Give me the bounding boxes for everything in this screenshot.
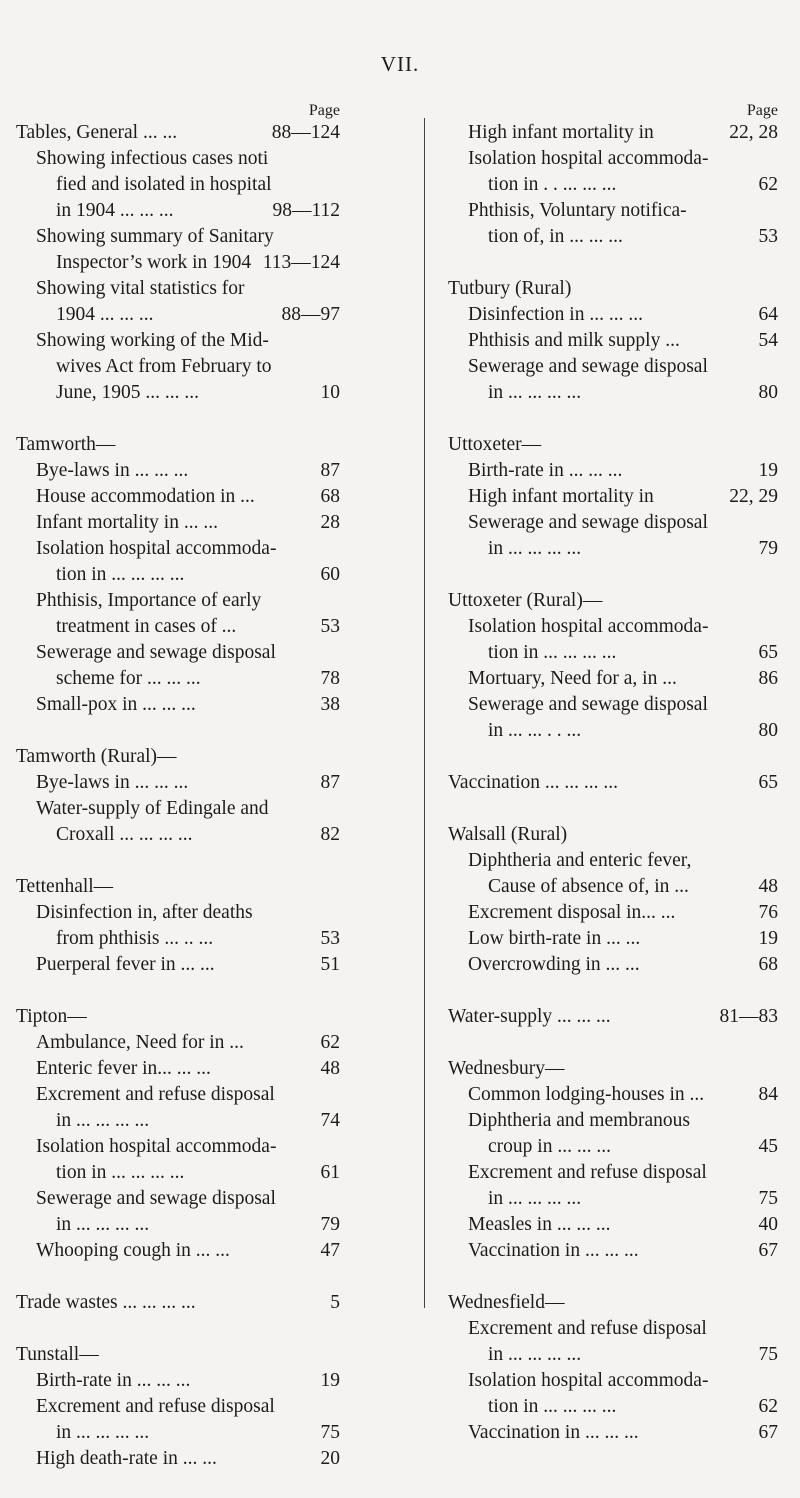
entry-page-number: 75	[755, 1186, 779, 1212]
entry-text: in ... ... ... ...	[56, 1110, 150, 1131]
column-divider	[424, 118, 425, 1308]
entry-text: tion of, in ... ... ...	[488, 226, 623, 247]
entry-page-number: 78	[317, 666, 341, 692]
entry-text-line: Excrement and refuse disposal	[468, 1162, 707, 1183]
page-column-heading: Page	[746, 102, 778, 119]
entry-text: Phthisis and milk supply ...	[468, 330, 680, 351]
entry-page-number: 62	[755, 1394, 779, 1420]
entry-page-number: 53	[755, 224, 779, 250]
index-entry	[448, 1004, 778, 1030]
entry-page-number: 62	[755, 172, 779, 198]
entry-text: treatment in cases of ...	[56, 616, 237, 637]
entry-page-number: 19	[755, 458, 779, 484]
index-entry	[16, 822, 340, 848]
entry-text: Enteric fever in... ... ...	[36, 1058, 211, 1079]
entry-page-number: 88—124	[268, 120, 340, 146]
index-entry	[16, 120, 340, 146]
entry-text-line: Isolation hospital accommoda-	[36, 538, 277, 559]
entry-page-number: 20	[317, 1446, 341, 1472]
entry-text: Puerperal fever in ... ...	[36, 954, 215, 975]
index-section	[448, 1290, 778, 1446]
entry-page-number: 68	[755, 952, 779, 978]
entry-text: tion in ... ... ... ...	[488, 1396, 617, 1417]
entry-page-number: 28	[317, 510, 341, 536]
index-section	[16, 120, 340, 406]
entry-text-line: Phthisis, Importance of early	[36, 590, 262, 611]
index-heading: Walsall (Rural)	[448, 824, 568, 845]
entry-text: Cause of absence of, in ...	[488, 876, 689, 897]
entry-page-number: 53	[317, 614, 341, 640]
entry-page-number: 74	[317, 1108, 341, 1134]
entry-page-number: 19	[317, 1368, 341, 1394]
entry-page-number: 76	[755, 900, 779, 926]
index-entry	[448, 640, 778, 666]
index-section	[16, 744, 340, 848]
index-entry	[16, 510, 340, 536]
entry-page-number: 51	[317, 952, 341, 978]
entry-text: Infant mortality in ... ...	[36, 512, 218, 533]
index-entry	[16, 1212, 340, 1238]
entry-text-line: fied and isolated in hospital	[56, 174, 272, 195]
entry-page-number: 65	[755, 770, 779, 796]
entry-text-line: Isolation hospital accommoda-	[468, 148, 709, 169]
entry-page-number: 62	[317, 1030, 341, 1056]
entry-text: Bye-laws in ... ... ...	[36, 460, 189, 481]
index-entry	[448, 1238, 778, 1264]
index-entry	[16, 302, 340, 328]
page-column-heading: Page	[308, 102, 340, 119]
index-entry	[448, 172, 778, 198]
entry-text: scheme for ... ... ...	[56, 668, 201, 689]
entry-text: tion in ... ... ... ...	[56, 1162, 185, 1183]
index-entry	[448, 1082, 778, 1108]
index-entry	[16, 1420, 340, 1446]
entry-page-number: 87	[317, 770, 341, 796]
entry-text-line: Sewerage and sewage disposal	[468, 356, 708, 377]
index-sections	[16, 120, 340, 1472]
index-heading: Tutbury (Rural)	[448, 278, 572, 299]
index-entry	[16, 458, 340, 484]
entry-page-number: 87	[317, 458, 341, 484]
index-section	[448, 276, 778, 406]
entry-text-line: Excrement and refuse disposal	[36, 1084, 275, 1105]
index-section	[448, 1004, 778, 1030]
entry-text: June, 1905 ... ... ...	[56, 382, 199, 403]
entry-text-line: Sewerage and sewage disposal	[36, 1188, 276, 1209]
index-entry	[448, 770, 778, 796]
index-heading: Wednesfield—	[448, 1292, 565, 1313]
entry-page-number: 5	[326, 1290, 340, 1316]
entry-text: Trade wastes ... ... ... ...	[16, 1292, 196, 1313]
entry-page-number: 64	[755, 302, 779, 328]
entry-text: in ... ... ... ...	[56, 1214, 150, 1235]
entry-text: tion in . . ... ... ...	[488, 174, 617, 195]
entry-page-number: 75	[317, 1420, 341, 1446]
entry-text: Measles in ... ... ...	[468, 1214, 611, 1235]
entry-text: in ... ... ... ...	[56, 1422, 150, 1443]
entry-text-line: Showing summary of Sanitary	[36, 226, 274, 247]
entry-text: Vaccination ... ... ... ...	[448, 772, 619, 793]
index-column-left	[16, 102, 340, 1498]
entry-text: in ... ... . . ...	[488, 720, 582, 741]
entry-page-number: 86	[755, 666, 779, 692]
entry-text-line: wives Act from February to	[56, 356, 272, 377]
entry-text-line: Excrement and refuse disposal	[36, 1396, 275, 1417]
entry-text: High infant mortality in	[468, 122, 654, 143]
index-entry	[448, 666, 778, 692]
entry-text-line: Isolation hospital accommoda-	[468, 616, 709, 637]
entry-page-number: 113—124	[259, 250, 340, 276]
entry-text-line: Showing working of the Mid-	[36, 330, 269, 351]
page-number: VII.	[380, 52, 420, 76]
index-entry	[448, 224, 778, 250]
entry-text: Water-supply ... ... ...	[448, 1006, 611, 1027]
index-entry	[16, 1238, 340, 1264]
entry-text-line: Diphtheria and membranous	[468, 1110, 691, 1131]
index-entry	[16, 380, 340, 406]
entry-text: in ... ... ... ...	[488, 1188, 582, 1209]
entry-text: Ambulance, Need for in ...	[36, 1032, 244, 1053]
entry-page-number: 48	[755, 874, 779, 900]
index-section	[16, 874, 340, 978]
index-heading: Tipton—	[16, 1006, 87, 1027]
index-entry	[448, 1394, 778, 1420]
index-section	[448, 120, 778, 250]
entry-page-number: 80	[755, 380, 779, 406]
index-entry	[448, 926, 778, 952]
entry-page-number: 53	[317, 926, 341, 952]
index-section	[448, 1056, 778, 1264]
index-entry	[448, 536, 778, 562]
entry-page-number: 10	[317, 380, 341, 406]
entry-page-number: 19	[755, 926, 779, 952]
index-entry	[16, 198, 340, 224]
entry-text: Disinfection in ... ... ...	[468, 304, 643, 325]
entry-text: Whooping cough in ... ...	[36, 1240, 230, 1261]
entry-page-number: 79	[317, 1212, 341, 1238]
entry-text-line: Sewerage and sewage disposal	[36, 642, 276, 663]
index-section	[448, 822, 778, 978]
index-entry	[16, 692, 340, 718]
entry-page-number: 61	[317, 1160, 341, 1186]
entry-text: from phthisis ... .. ...	[56, 928, 214, 949]
entry-text-line: Water-supply of Edingale and	[36, 798, 269, 819]
index-entry	[16, 952, 340, 978]
entry-text: tion in ... ... ... ...	[56, 564, 185, 585]
entry-text: tion in ... ... ... ...	[488, 642, 617, 663]
index-heading: Uttoxeter—	[448, 434, 542, 455]
entry-text: in ... ... ... ...	[488, 538, 582, 559]
index-entry	[16, 1290, 340, 1316]
index-entry	[448, 1212, 778, 1238]
index-entry	[16, 1160, 340, 1186]
entry-text-line: Disinfection in, after deaths	[36, 902, 253, 923]
index-entry	[16, 1446, 340, 1472]
entry-text: High infant mortality in	[468, 486, 654, 507]
entry-page-number: 79	[755, 536, 779, 562]
index-entry	[16, 484, 340, 510]
entry-text: Birth-rate in ... ... ...	[468, 460, 623, 481]
entry-text-line: Isolation hospital accommoda-	[468, 1370, 709, 1391]
entry-page-number: 22, 29	[725, 484, 778, 510]
index-section	[16, 1290, 340, 1316]
index-entry	[448, 302, 778, 328]
entry-text-line: Isolation hospital accommoda-	[36, 1136, 277, 1157]
index-heading: Wednesbury—	[448, 1058, 565, 1079]
index-entry	[448, 484, 778, 510]
index-section	[16, 432, 340, 718]
index-entry	[16, 614, 340, 640]
entry-text: in 1904 ... ... ...	[56, 200, 174, 221]
entry-page-number: 65	[755, 640, 779, 666]
entry-text-line: Diphtheria and enteric fever,	[468, 850, 692, 871]
entry-text: Vaccination in ... ... ...	[468, 1422, 639, 1443]
entry-text: Mortuary, Need for a, in ...	[468, 668, 677, 689]
entry-page-number: 88—97	[278, 302, 341, 328]
index-entry	[16, 1056, 340, 1082]
entry-text: 1904 ... ... ...	[56, 304, 154, 325]
entry-page-number: 82	[317, 822, 341, 848]
entry-text: Common lodging-houses in ...	[468, 1084, 705, 1105]
index-entry	[448, 952, 778, 978]
index-section	[16, 1004, 340, 1264]
entry-page-number: 67	[755, 1238, 779, 1264]
entry-page-number: 80	[755, 718, 779, 744]
entry-text: Vaccination in ... ... ...	[468, 1240, 639, 1261]
entry-text: Birth-rate in ... ... ...	[36, 1370, 191, 1391]
entry-text-line: Sewerage and sewage disposal	[468, 694, 708, 715]
index-entry	[448, 1134, 778, 1160]
index-entry	[16, 770, 340, 796]
entry-page-number: 38	[317, 692, 341, 718]
entry-page-number: 98—112	[268, 198, 340, 224]
index-heading: Tettenhall—	[16, 876, 114, 897]
entry-text: Low birth-rate in ... ...	[468, 928, 641, 949]
entry-text: House accommodation in ...	[36, 486, 255, 507]
index-entry	[16, 1368, 340, 1394]
index-entry	[16, 562, 340, 588]
index-entry	[448, 874, 778, 900]
index-entry	[448, 328, 778, 354]
entry-text: Overcrowding in ... ...	[468, 954, 640, 975]
entry-text: Inspector’s work in 1904	[56, 252, 252, 273]
entry-page-number: 75	[755, 1342, 779, 1368]
entry-text-line: Excrement and refuse disposal	[468, 1318, 707, 1339]
entry-page-number: 47	[317, 1238, 341, 1264]
index-section	[16, 1342, 340, 1472]
index-heading: Tamworth—	[16, 434, 116, 455]
index-entry	[16, 926, 340, 952]
entry-text-line: Phthisis, Voluntary notifica-	[468, 200, 687, 221]
index-heading: Tunstall—	[16, 1344, 99, 1365]
index-entry	[448, 380, 778, 406]
entry-text: in ... ... ... ...	[488, 1344, 582, 1365]
index-entry	[448, 1420, 778, 1446]
entry-text-line: Sewerage and sewage disposal	[468, 512, 708, 533]
entry-page-number: 22, 28	[725, 120, 778, 146]
index-column-right	[448, 102, 778, 1472]
entry-text: croup in ... ... ...	[488, 1136, 611, 1157]
index-entry	[448, 718, 778, 744]
entry-text: Small-pox in ... ... ...	[36, 694, 196, 715]
index-entry	[16, 250, 340, 276]
index-entry	[448, 900, 778, 926]
entry-page-number: 45	[755, 1134, 779, 1160]
index-entry	[448, 458, 778, 484]
index-entry	[16, 666, 340, 692]
index-section	[448, 770, 778, 796]
index-sections	[448, 120, 778, 1446]
index-entry	[16, 1030, 340, 1056]
entry-page-number: 40	[755, 1212, 779, 1238]
entry-page-number: 84	[755, 1082, 779, 1108]
entry-page-number: 67	[755, 1420, 779, 1446]
index-heading: Tamworth (Rural)—	[16, 746, 177, 767]
index-section	[448, 588, 778, 744]
entry-text-line: Showing vital statistics for	[36, 278, 245, 299]
index-section	[448, 432, 778, 562]
entry-text-line: Showing infectious cases noti	[36, 148, 269, 169]
entry-text: Tables, General ... ...	[16, 122, 178, 143]
entry-text: Bye-laws in ... ... ...	[36, 772, 189, 793]
entry-page-number: 48	[317, 1056, 341, 1082]
entry-page-number: 68	[317, 484, 341, 510]
entry-page-number: 60	[317, 562, 341, 588]
index-entry	[448, 1186, 778, 1212]
entry-text: in ... ... ... ...	[488, 382, 582, 403]
index-entry	[16, 1108, 340, 1134]
index-heading: Uttoxeter (Rural)—	[448, 590, 603, 611]
entry-text: Excrement disposal in... ...	[468, 902, 676, 923]
index-entry	[448, 1342, 778, 1368]
index-entry	[448, 120, 778, 146]
entry-text: Croxall ... ... ... ...	[56, 824, 193, 845]
entry-page-number: 54	[755, 328, 779, 354]
entry-page-number: 81—83	[716, 1004, 779, 1030]
entry-text: High death-rate in ... ...	[36, 1448, 217, 1469]
